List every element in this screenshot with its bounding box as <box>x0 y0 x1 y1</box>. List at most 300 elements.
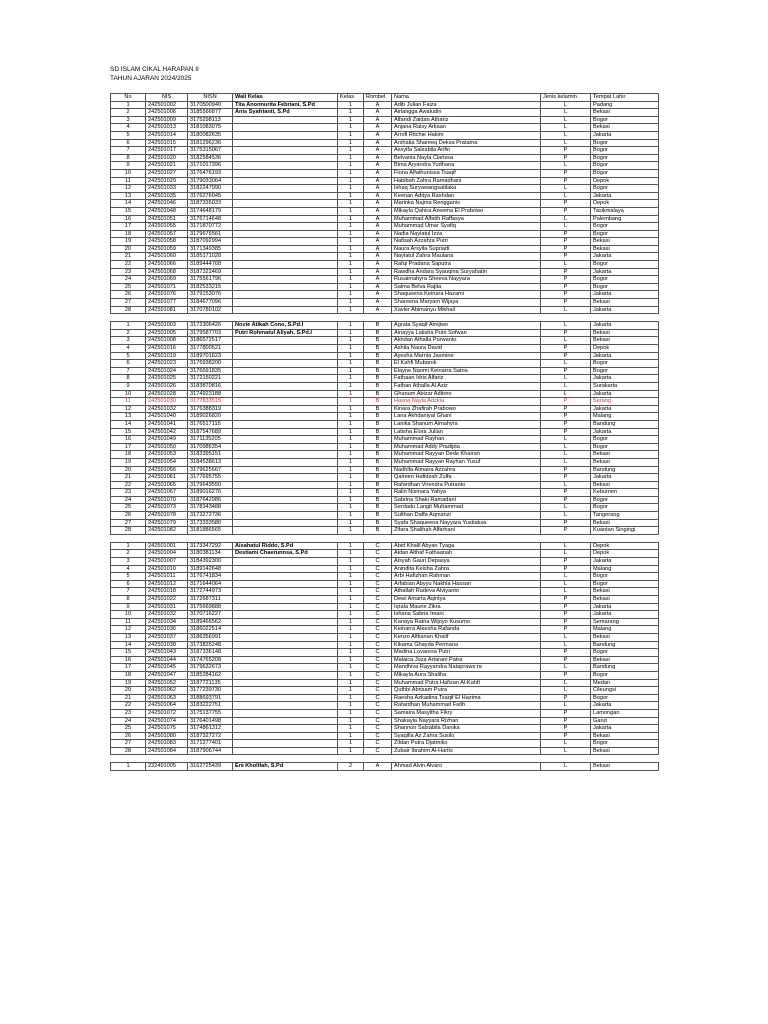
cell-kelas: 1 <box>338 664 364 672</box>
cell-jenis-kelamin: L <box>541 588 591 596</box>
cell-nisn: 3179153076 <box>188 291 233 299</box>
cell-kelas: 1 <box>338 124 364 132</box>
cell-no: 9 <box>111 382 146 390</box>
cell-nisn: 3172306426 <box>188 322 233 330</box>
cell-kelas: 1 <box>338 253 364 261</box>
table-row <box>111 337 659 345</box>
cell-nisn: 3179649550 <box>188 481 233 489</box>
cell-jenis-kelamin: L <box>541 124 591 132</box>
table-row <box>111 694 659 702</box>
cell-nis: 242501076 <box>146 291 188 299</box>
table-row <box>111 496 659 504</box>
spacer-cell <box>111 755 659 763</box>
cell-tempat-lahir: Depok <box>591 200 659 208</box>
cell-nis: 242501075 <box>146 725 188 733</box>
cell-wali-kelas <box>233 664 338 672</box>
cell-kelas: 1 <box>338 436 364 444</box>
cell-nisn: 3186572517 <box>188 337 233 345</box>
table-row <box>111 763 659 771</box>
cell-rombel: C <box>364 664 392 672</box>
cell-nama: Ishaq Suryawangsatilaka <box>392 185 541 193</box>
cell-tempat-lahir: Bandung <box>591 420 659 428</box>
cell-tempat-lahir: Bogor <box>591 580 659 588</box>
cell-nama: Rawdha Andara Syauqina Suryahatin <box>392 268 541 276</box>
cell-nis: 242501050 <box>146 443 188 451</box>
cell-wali-kelas <box>233 702 338 710</box>
cell-rombel: C <box>364 717 392 725</box>
cell-rombel: B <box>364 512 392 520</box>
cell-nisn: 3177695755 <box>188 474 233 482</box>
cell-rombel: C <box>364 694 392 702</box>
cell-rombel: B <box>364 360 392 368</box>
cell-nis: 242501020 <box>146 154 188 162</box>
cell-kelas: 1 <box>338 633 364 641</box>
cell-kelas: 1 <box>338 573 364 581</box>
cell-nama: Nadia Naylatul Izza <box>392 230 541 238</box>
cell-no: 13 <box>111 633 146 641</box>
cell-jenis-kelamin: L <box>541 580 591 588</box>
table-row <box>111 345 659 353</box>
cell-nama: Iqrala Maurie Zikra <box>392 603 541 611</box>
cell-kelas: 1 <box>338 405 364 413</box>
cell-kelas: 1 <box>338 725 364 733</box>
cell-nisn: 3189701623 <box>188 352 233 360</box>
cell-kelas: 1 <box>338 443 364 451</box>
cell-rombel: C <box>364 649 392 657</box>
cell-nama: Sulthan Daffa Aqmanzi <box>392 512 541 520</box>
cell-nis: 242501009 <box>146 116 188 124</box>
table-row <box>111 573 659 581</box>
cell-rombel: A <box>364 109 392 117</box>
cell-tempat-lahir: Bogor <box>591 169 659 177</box>
cell-tempat-lahir: Bekasi <box>591 299 659 307</box>
table-row <box>111 671 659 679</box>
cell-wali-kelas <box>233 580 338 588</box>
cell-jenis-kelamin: L <box>541 390 591 398</box>
cell-wali-kelas <box>233 428 338 436</box>
cell-jenis-kelamin: P <box>541 603 591 611</box>
cell-rombel: B <box>364 405 392 413</box>
cell-kelas: 1 <box>338 223 364 231</box>
cell-no: 12 <box>111 626 146 634</box>
table-row <box>111 558 659 566</box>
cell-rombel: A <box>364 238 392 246</box>
cell-nisn: 3170986354 <box>188 443 233 451</box>
cell-nama: Arrofi Ritchie Hakim <box>392 131 541 139</box>
cell-nis: 242501045 <box>146 664 188 672</box>
cell-nisn: 3174648179 <box>188 207 233 215</box>
table-row <box>111 261 659 269</box>
cell-nisn: 3180082635 <box>188 131 233 139</box>
cell-tempat-lahir: Bogor <box>591 436 659 444</box>
cell-nama: Arbi Hafizhan Rahman <box>392 573 541 581</box>
cell-rombel: C <box>364 633 392 641</box>
cell-jenis-kelamin: P <box>541 420 591 428</box>
cell-kelas: 1 <box>338 283 364 291</box>
cell-no: 8 <box>111 154 146 162</box>
cell-no: 22 <box>111 702 146 710</box>
col-jenis-kelamin: Jenis kelamin <box>541 94 591 102</box>
cell-nisn: 3184392300 <box>188 558 233 566</box>
cell-rombel: A <box>364 162 392 170</box>
cell-nisn: 3176741834 <box>188 573 233 581</box>
cell-nisn: 3186356991 <box>188 633 233 641</box>
table-row <box>111 504 659 512</box>
cell-nis: 242501056 <box>146 466 188 474</box>
cell-kelas: 1 <box>338 496 364 504</box>
cell-nama: Shareena Maryam Wijaya <box>392 299 541 307</box>
cell-nama: Qaireen Hafidzah Zulfa <box>392 474 541 482</box>
cell-nisn: 3175298113 <box>188 116 233 124</box>
table-row <box>111 656 659 664</box>
table-row <box>111 664 659 672</box>
table-row <box>111 618 659 626</box>
cell-nisn: 3189444768 <box>188 261 233 269</box>
cell-wali-kelas <box>233 398 338 406</box>
cell-no: 4 <box>111 124 146 132</box>
cell-wali-kelas <box>233 283 338 291</box>
cell-jenis-kelamin: L <box>541 223 591 231</box>
cell-nama: Lana Akhdaniyal Ghani <box>392 413 541 421</box>
cell-kelas: 1 <box>338 527 364 535</box>
cell-nama: Shakayla Nayyara Rizhan <box>392 717 541 725</box>
cell-tempat-lahir: Bekasi <box>591 747 659 755</box>
cell-nama: Agrata Syaqif Amijiwo <box>392 322 541 330</box>
cell-wali-kelas <box>233 596 338 604</box>
cell-rombel: A <box>364 268 392 276</box>
cell-nama: Keenan Aditya Rashdan <box>392 192 541 200</box>
cell-tempat-lahir: Bogor <box>591 116 659 124</box>
table-row <box>111 740 659 748</box>
cell-no: 22 <box>111 261 146 269</box>
cell-rombel: C <box>364 573 392 581</box>
cell-rombel: A <box>364 299 392 307</box>
cell-wali-kelas <box>233 656 338 664</box>
cell-kelas: 1 <box>338 367 364 375</box>
cell-wali-kelas <box>233 299 338 307</box>
cell-rombel: C <box>364 611 392 619</box>
cell-nama: Ayesha Marnia Jasmine <box>392 352 541 360</box>
cell-kelas: 1 <box>338 694 364 702</box>
cell-rombel: C <box>364 542 392 550</box>
cell-nisn: 3173347292 <box>188 542 233 550</box>
cell-nisn: 3177800521 <box>188 345 233 353</box>
cell-nisn: 3171870772 <box>188 223 233 231</box>
cell-nisn: 3185171028 <box>188 253 233 261</box>
cell-jenis-kelamin: P <box>541 725 591 733</box>
cell-kelas: 1 <box>338 519 364 527</box>
cell-wali-kelas <box>233 732 338 740</box>
cell-jenis-kelamin: L <box>541 131 591 139</box>
table-row <box>111 367 659 375</box>
cell-nisn: 3176276045 <box>188 192 233 200</box>
cell-jenis-kelamin: L <box>541 550 591 558</box>
cell-rombel: B <box>364 496 392 504</box>
group-spacer <box>111 755 659 763</box>
table-row <box>111 139 659 147</box>
cell-nisn: 3173272736 <box>188 512 233 520</box>
cell-jenis-kelamin: P <box>541 519 591 527</box>
table-body <box>111 101 659 770</box>
cell-no: 9 <box>111 603 146 611</box>
cell-nama: El Kahfi Mubarok <box>392 360 541 368</box>
cell-kelas: 1 <box>338 428 364 436</box>
cell-jenis-kelamin: P <box>541 200 591 208</box>
cell-tempat-lahir: Bogor <box>591 154 659 162</box>
cell-wali-kelas <box>233 147 338 155</box>
cell-no: 24 <box>111 276 146 284</box>
cell-wali-kelas <box>233 474 338 482</box>
cell-jenis-kelamin: P <box>541 345 591 353</box>
cell-jenis-kelamin: P <box>541 496 591 504</box>
cell-rombel: A <box>364 763 392 771</box>
cell-tempat-lahir: Kebumen <box>591 489 659 497</box>
cell-no: 14 <box>111 200 146 208</box>
cell-rombel: A <box>364 177 392 185</box>
cell-kelas: 1 <box>338 131 364 139</box>
cell-nis: 242501010 <box>146 565 188 573</box>
cell-nama: Fathan Athalla Al Aziz <box>392 382 541 390</box>
cell-nis: 242501040 <box>146 413 188 421</box>
cell-kelas: 1 <box>338 352 364 360</box>
cell-no: 25 <box>111 504 146 512</box>
cell-wali-kelas <box>233 489 338 497</box>
cell-tempat-lahir: Tangerang <box>591 512 659 520</box>
cell-tempat-lahir: Cileungsi <box>591 687 659 695</box>
cell-nis: 242501007 <box>146 558 188 566</box>
cell-nama: Assyifa Salsabila Arifin <box>392 147 541 155</box>
cell-nama: Latisha Elora Julian <box>392 428 541 436</box>
cell-kelas: 1 <box>338 192 364 200</box>
cell-kelas: 1 <box>338 466 364 474</box>
cell-nama: Akhdan Athalla Purwanto <box>392 337 541 345</box>
cell-tempat-lahir: Bekasi <box>591 109 659 117</box>
cell-rombel: B <box>364 390 392 398</box>
table-row <box>111 717 659 725</box>
cell-rombel: C <box>364 656 392 664</box>
cell-kelas: 1 <box>338 747 364 755</box>
cell-jenis-kelamin: L <box>541 162 591 170</box>
cell-wali-kelas <box>233 649 338 657</box>
cell-no: 10 <box>111 169 146 177</box>
col-kelas: Kelas <box>338 94 364 102</box>
cell-kelas: 1 <box>338 116 364 124</box>
cell-wali-kelas <box>233 626 338 634</box>
cell-kelas: 1 <box>338 413 364 421</box>
cell-nis: 242501070 <box>146 496 188 504</box>
cell-no: 12 <box>111 405 146 413</box>
cell-tempat-lahir: Jakarta <box>591 390 659 398</box>
cell-no: 15 <box>111 207 146 215</box>
table-row <box>111 550 659 558</box>
spacer-cell <box>111 534 659 542</box>
cell-jenis-kelamin: L <box>541 215 591 223</box>
cell-kelas: 1 <box>338 382 364 390</box>
cell-rombel: A <box>364 207 392 215</box>
cell-wali-kelas <box>233 253 338 261</box>
cell-wali-kelas <box>233 124 338 132</box>
cell-jenis-kelamin: L <box>541 382 591 390</box>
cell-tempat-lahir: Bogor <box>591 283 659 291</box>
cell-no: 11 <box>111 398 146 406</box>
cell-nis: 232401005 <box>146 763 188 771</box>
cell-no: 1 <box>111 763 146 771</box>
cell-no: 8 <box>111 596 146 604</box>
cell-no: 15 <box>111 649 146 657</box>
cell-wali-kelas <box>233 375 338 383</box>
cell-nama: Muhammad Rayyan Dede Khairan <box>392 451 541 459</box>
table-row <box>111 633 659 641</box>
table-row <box>111 352 659 360</box>
cell-nama: Ralin Nismara Yahya <box>392 489 541 497</box>
table-row <box>111 215 659 223</box>
cell-nis: 242501006 <box>146 109 188 117</box>
cell-rombel: B <box>364 413 392 421</box>
cell-tempat-lahir: Bogor <box>591 649 659 657</box>
cell-tempat-lahir: Jakarta <box>591 131 659 139</box>
cell-no: 2 <box>111 109 146 117</box>
cell-jenis-kelamin: L <box>541 443 591 451</box>
cell-nama: Anjana Raisy Arkaan <box>392 124 541 132</box>
cell-nis: 242501065 <box>146 481 188 489</box>
cell-nama: Alfandi Zaidan Athariz <box>392 116 541 124</box>
table-row <box>111 588 659 596</box>
cell-nisn: 3182533215 <box>188 283 233 291</box>
cell-kelas: 1 <box>338 322 364 330</box>
cell-nisn: 3176938200 <box>188 360 233 368</box>
table-row <box>111 283 659 291</box>
cell-kelas: 1 <box>338 596 364 604</box>
cell-nis: 242501035 <box>146 192 188 200</box>
cell-rombel: C <box>364 603 392 611</box>
cell-nisn: 3181296236 <box>188 139 233 147</box>
cell-nisn: 3174861312 <box>188 725 233 733</box>
cell-nisn: 3171644064 <box>188 580 233 588</box>
cell-kelas: 1 <box>338 550 364 558</box>
cell-rombel: C <box>364 747 392 755</box>
cell-kelas: 1 <box>338 398 364 406</box>
cell-tempat-lahir: Bekasi <box>591 329 659 337</box>
cell-wali-kelas <box>233 139 338 147</box>
cell-jenis-kelamin: L <box>541 573 591 581</box>
cell-nis: 242501077 <box>146 299 188 307</box>
cell-kelas: 1 <box>338 261 364 269</box>
cell-nis: 242501003 <box>146 322 188 330</box>
cell-nisn: 3183870816 <box>188 382 233 390</box>
cell-wali-kelas <box>233 687 338 695</box>
cell-jenis-kelamin: P <box>541 405 591 413</box>
cell-kelas: 1 <box>338 139 364 147</box>
cell-wali-kelas <box>233 588 338 596</box>
cell-nama: Muhammad Rayhan <box>392 436 541 444</box>
cell-wali-kelas <box>233 413 338 421</box>
cell-nama: Mandhiva Rayyandra Natapraws ra <box>392 664 541 672</box>
cell-no: 21 <box>111 253 146 261</box>
cell-nis: 242501023 <box>146 360 188 368</box>
cell-nis: 242501019 <box>146 352 188 360</box>
cell-rombel: B <box>364 398 392 406</box>
cell-tempat-lahir: Tasikmalaya <box>591 207 659 215</box>
table-row <box>111 732 659 740</box>
cell-wali-kelas <box>233 740 338 748</box>
cell-wali-kelas <box>233 458 338 466</box>
cell-wali-kelas <box>233 512 338 520</box>
cell-kelas: 1 <box>338 512 364 520</box>
cell-tempat-lahir: Bogor <box>591 443 659 451</box>
cell-jenis-kelamin: L <box>541 101 591 109</box>
school-name: SD ISLAM CIKAL HARAPAN II <box>110 66 199 73</box>
cell-tempat-lahir: Depok <box>591 542 659 550</box>
cell-nis: 242501014 <box>146 131 188 139</box>
cell-kelas: 1 <box>338 291 364 299</box>
cell-nama: Naura Arsyila Supriadi <box>392 245 541 253</box>
cell-no: 28 <box>111 747 146 755</box>
cell-rombel: A <box>364 131 392 139</box>
cell-nama: Aidan Althaf Fathaanah <box>392 550 541 558</box>
cell-nisn: 3187335033 <box>188 200 233 208</box>
cell-nisn: 3187906744 <box>188 747 233 755</box>
cell-tempat-lahir: Bekasi <box>591 656 659 664</box>
cell-nama: Ainayya Latisha Putri Sofwan <box>392 329 541 337</box>
cell-no: 27 <box>111 519 146 527</box>
cell-kelas: 1 <box>338 451 364 459</box>
cell-jenis-kelamin: P <box>541 709 591 717</box>
cell-jenis-kelamin: P <box>541 230 591 238</box>
cell-tempat-lahir: Jakarta <box>591 268 659 276</box>
cell-tempat-lahir: Jakarta <box>591 405 659 413</box>
cell-nisn: 3187092994 <box>188 238 233 246</box>
cell-nama: Lanika Shanum Almahyra <box>392 420 541 428</box>
cell-nis: 242501073 <box>146 504 188 512</box>
cell-jenis-kelamin: P <box>541 626 591 634</box>
cell-nama: Muhammad Umar Syafiq <box>392 223 541 231</box>
cell-nis: 242501026 <box>146 382 188 390</box>
cell-rombel: B <box>364 329 392 337</box>
cell-nis: 242501057 <box>146 230 188 238</box>
cell-nama: Keinarra Aleesha Rafanda <box>392 626 541 634</box>
cell-nisn: 3175669888 <box>188 603 233 611</box>
cell-nisn: 3189142648 <box>188 565 233 573</box>
cell-nis: 242501016 <box>146 345 188 353</box>
cell-nis: 242501037 <box>146 633 188 641</box>
cell-kelas: 1 <box>338 656 364 664</box>
cell-nama: Arfabian Abyyu Nakhla Hassan <box>392 580 541 588</box>
cell-kelas: 1 <box>338 588 364 596</box>
cell-jenis-kelamin: L <box>541 116 591 124</box>
cell-nama: Muhammad Alfatih Raffasya <box>392 215 541 223</box>
cell-rombel: A <box>364 200 392 208</box>
cell-nisn: 3170500940 <box>188 101 233 109</box>
cell-jenis-kelamin: P <box>541 245 591 253</box>
cell-rombel: C <box>364 618 392 626</box>
cell-nisn: 3187547689 <box>188 428 233 436</box>
cell-no: 24 <box>111 717 146 725</box>
table-header <box>111 94 659 102</box>
table-row <box>111 687 659 695</box>
cell-nama: Dewi Amarta Aqintya <box>392 596 541 604</box>
cell-rombel: B <box>364 451 392 459</box>
cell-jenis-kelamin: L <box>541 192 591 200</box>
cell-no: 9 <box>111 162 146 170</box>
cell-nis: 242501083 <box>146 740 188 748</box>
cell-nama: Syafa Shaqueena Nayyara Yustiaksa <box>392 519 541 527</box>
cell-kelas: 1 <box>338 671 364 679</box>
cell-nama: Nafisah Azzahra Putri <box>392 238 541 246</box>
cell-nis: 242501060 <box>146 253 188 261</box>
table-row <box>111 679 659 687</box>
cell-rombel: A <box>364 124 392 132</box>
cell-jenis-kelamin: L <box>541 512 591 520</box>
